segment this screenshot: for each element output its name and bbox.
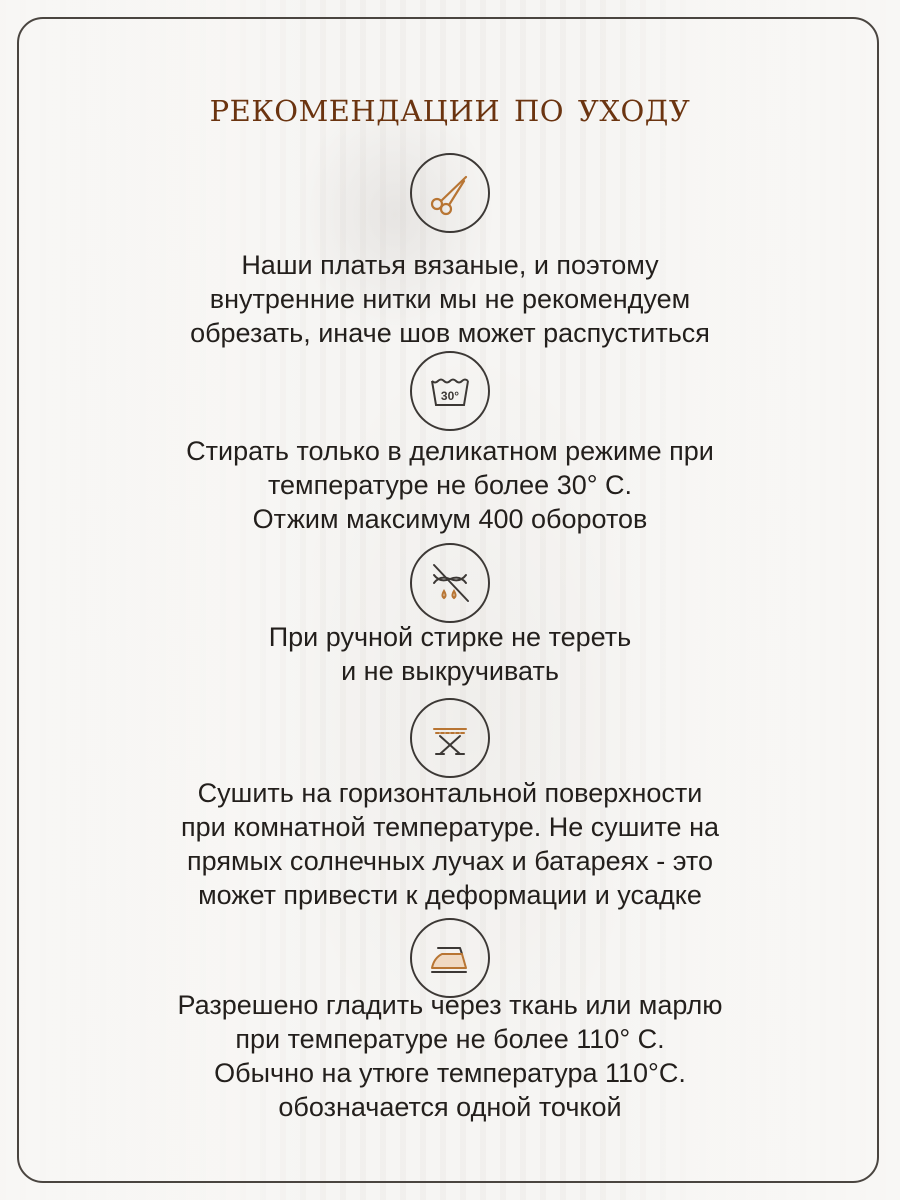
care-text-3: При ручной стирке не тереть и не выкручивать	[268, 622, 632, 686]
iron-icon	[410, 918, 490, 998]
svg-text:30°: 30°	[440, 389, 460, 403]
page-title: рекомендации по уходу	[209, 82, 691, 131]
care-text-2: Стирать только в деликатном режиме при температуре не более 30° С. Отжим максимум 400 оборотов	[186, 436, 714, 534]
no-wring-icon	[410, 543, 490, 623]
wash-30-icon	[410, 351, 490, 431]
care-text-4: Сушить на горизонтальной поверхности при комнатной температуре. Не сушите на прямых солнечных лучах и батареях - это может привести к деформации и усадке	[180, 778, 719, 910]
care-text-1: Наши платья вязаные, и поэтому внутренние нитки мы не рекомендуем обрезать, иначе шов может распуститься	[190, 250, 710, 348]
care-text-5: Разрешено гладить через ткань или марлю при температуре не более 110° С. Обычно на утюге температура 110°С. обозначается одной точкой	[177, 990, 723, 1122]
dry-flat-icon	[410, 698, 490, 778]
scissors-icon	[410, 153, 490, 233]
